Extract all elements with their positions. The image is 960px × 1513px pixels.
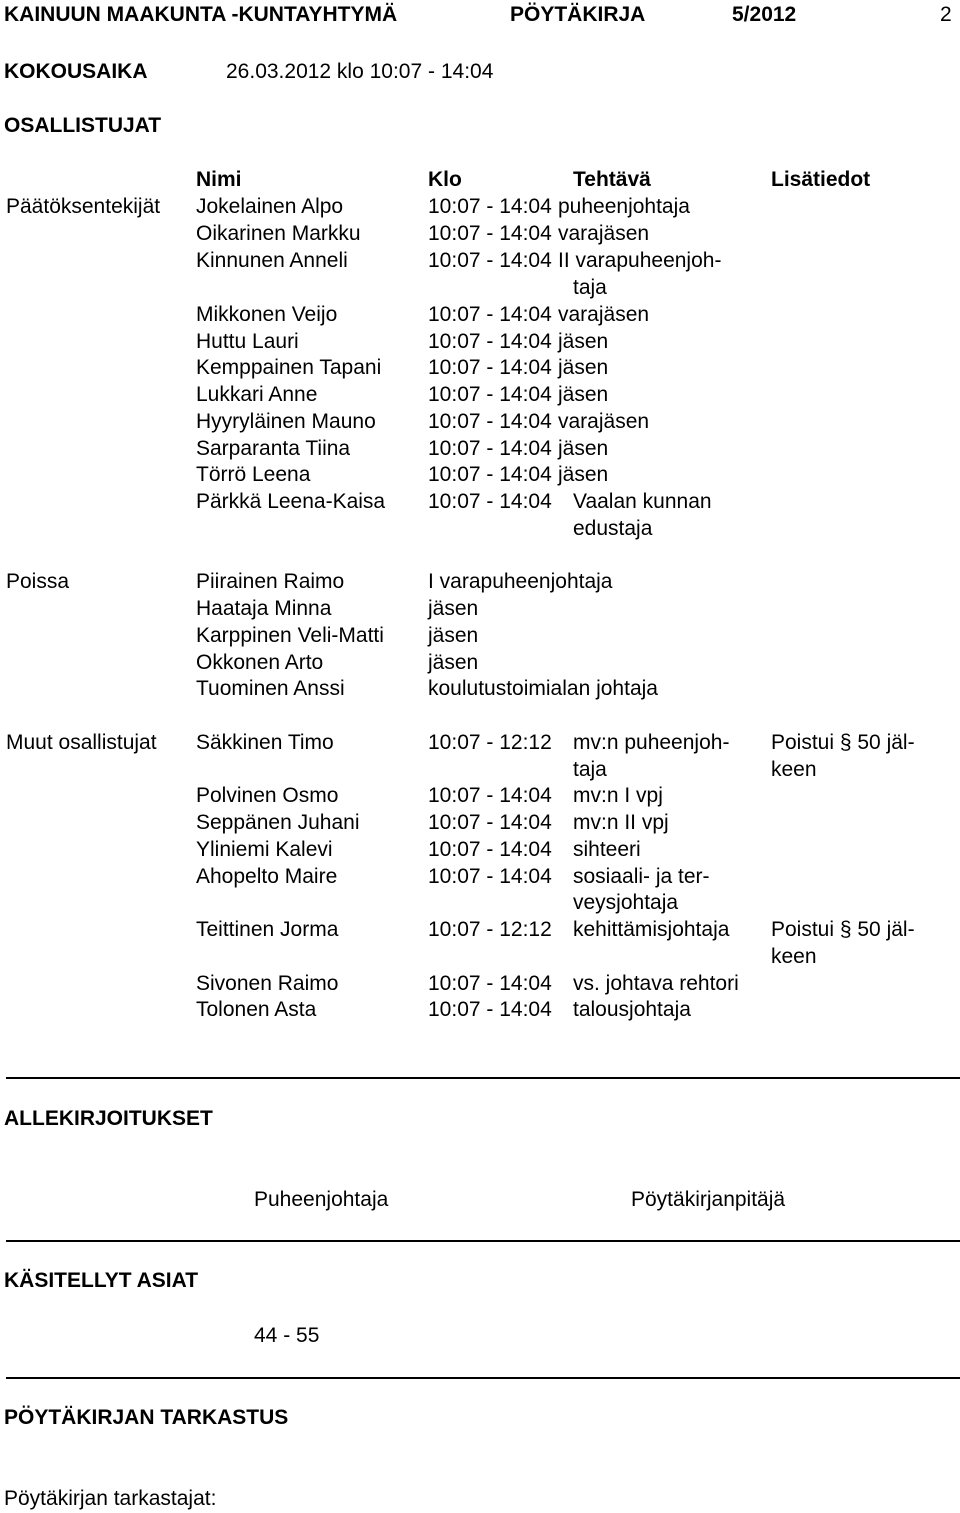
participant-name: Oikarinen Markku (196, 222, 361, 245)
participant-name: Huttu Lauri (196, 330, 299, 353)
participant-name: Törrö Leena (196, 463, 311, 486)
reviewers-label: Pöytäkirjan tarkastajat: (4, 1487, 217, 1510)
participant-name: Pärkkä Leena-Kaisa (196, 490, 386, 513)
participant-role: jäsen (558, 330, 609, 353)
participants-title: OSALLISTUJAT (4, 114, 162, 137)
col-header-time: Klo (428, 168, 462, 191)
absent-name: Piirainen Raimo (196, 570, 345, 593)
other-time: 10:07 - 14:04 (428, 811, 552, 834)
participant-name: Kemppainen Tapani (196, 356, 382, 379)
other-info: Poistui § 50 jäl- (771, 918, 915, 941)
absent-name: Tuominen Anssi (196, 677, 345, 700)
participant-role: varajäsen (558, 410, 650, 433)
absent-role: I varapuheenjohtaja (428, 570, 613, 593)
other-time: 10:07 - 14:04 (428, 838, 552, 861)
participant-role: jäsen (558, 356, 609, 379)
others-label: Muut osallistujat (6, 731, 157, 754)
participant-role-cont: edustaja (573, 517, 653, 540)
participant-role: varajäsen (558, 222, 650, 245)
section-divider (6, 1377, 960, 1379)
participant-name: Lukkari Anne (196, 383, 318, 406)
absent-role: jäsen (428, 624, 479, 647)
other-role-cont: veysjohtaja (573, 891, 679, 914)
participant-time: 10:07 - 14:04 (428, 490, 552, 513)
participant-time: 10:07 - 14:04 (428, 303, 552, 326)
other-info-cont: keen (771, 945, 817, 968)
doc-type: PÖYTÄKIRJA (510, 3, 646, 26)
other-role: mv:n II vpj (573, 811, 669, 834)
other-role: kehittämisjohtaja (573, 918, 730, 941)
doc-number: 5/2012 (732, 3, 797, 26)
chair-signature-label: Puheenjohtaja (254, 1188, 389, 1211)
other-role: mv:n I vpj (573, 784, 663, 807)
absent-role: jäsen (428, 651, 479, 674)
other-time: 10:07 - 14:04 (428, 865, 552, 888)
other-role-cont: taja (573, 758, 607, 781)
participant-role: Vaalan kunnan (573, 490, 712, 513)
participant-time: 10:07 - 14:04 (428, 383, 552, 406)
page-number: 2 (940, 3, 952, 26)
other-name: Yliniemi Kalevi (196, 838, 333, 861)
other-name: Säkkinen Timo (196, 731, 334, 754)
absent-label: Poissa (6, 570, 70, 593)
col-header-info: Lisätiedot (771, 168, 871, 191)
col-header-name: Nimi (196, 168, 242, 191)
participant-time: 10:07 - 14:04 (428, 410, 552, 433)
review-title: PÖYTÄKIRJAN TARKASTUS (4, 1406, 289, 1429)
participant-name: Hyyryläinen Mauno (196, 410, 376, 433)
section-divider (6, 1240, 960, 1242)
absent-name: Haataja Minna (196, 597, 332, 620)
other-info: Poistui § 50 jäl- (771, 731, 915, 754)
participant-role: jäsen (558, 463, 609, 486)
meeting-time: 26.03.2012 klo 10:07 - 14:04 (226, 60, 494, 83)
participant-role-cont: taja (573, 276, 607, 299)
other-time: 10:07 - 12:12 (428, 731, 552, 754)
participant-role: varajäsen (558, 303, 650, 326)
other-role: mv:n puheenjoh- (573, 731, 730, 754)
participant-role: jäsen (558, 437, 609, 460)
participant-time: 10:07 - 14:04 (428, 356, 552, 379)
col-header-role: Tehtävä (573, 168, 651, 191)
other-time: 10:07 - 12:12 (428, 918, 552, 941)
other-name: Teittinen Jorma (196, 918, 339, 941)
other-role: sosiaali- ja ter- (573, 865, 710, 888)
participant-role: II varapuheenjoh- (558, 249, 722, 272)
participant-name: Jokelainen Alpo (196, 195, 344, 218)
other-time: 10:07 - 14:04 (428, 998, 552, 1021)
absent-role: jäsen (428, 597, 479, 620)
other-time: 10:07 - 14:04 (428, 784, 552, 807)
items-title: KÄSITELLYT ASIAT (4, 1269, 199, 1292)
participant-name: Kinnunen Anneli (196, 249, 348, 272)
org-name: KAINUUN MAAKUNTA -KUNTAYHTYMÄ (4, 3, 398, 26)
participant-time: 10:07 - 14:04 (428, 222, 552, 245)
participant-time: 10:07 - 14:04 (428, 195, 552, 218)
absent-name: Karppinen Veli-Matti (196, 624, 384, 647)
participant-name: Sarparanta Tiina (196, 437, 351, 460)
absent-role: koulutustoimialan johtaja (428, 677, 658, 700)
participant-role: jäsen (558, 383, 609, 406)
other-info-cont: keen (771, 758, 817, 781)
other-name: Ahopelto Maire (196, 865, 338, 888)
participant-time: 10:07 - 14:04 (428, 437, 552, 460)
other-name: Seppänen Juhani (196, 811, 360, 834)
other-name: Polvinen Osmo (196, 784, 339, 807)
section-divider (6, 1077, 960, 1079)
participant-time: 10:07 - 14:04 (428, 330, 552, 353)
participant-role: puheenjohtaja (558, 195, 690, 218)
items-range: 44 - 55 (254, 1324, 320, 1347)
participant-time: 10:07 - 14:04 (428, 249, 552, 272)
absent-name: Okkonen Arto (196, 651, 324, 674)
meeting-label: KOKOUSAIKA (4, 60, 148, 83)
decision-makers-label: Päätöksentekijät (6, 195, 161, 218)
other-name: Tolonen Asta (196, 998, 317, 1021)
other-role: talousjohtaja (573, 998, 691, 1021)
secretary-signature-label: Pöytäkirjanpitäjä (631, 1188, 786, 1211)
participant-time: 10:07 - 14:04 (428, 463, 552, 486)
participant-name: Mikkonen Veijo (196, 303, 338, 326)
other-time: 10:07 - 14:04 (428, 972, 552, 995)
other-role: vs. johtava rehtori (573, 972, 739, 995)
other-role: sihteeri (573, 838, 641, 861)
signatures-title: ALLEKIRJOITUKSET (4, 1107, 213, 1130)
other-name: Sivonen Raimo (196, 972, 339, 995)
